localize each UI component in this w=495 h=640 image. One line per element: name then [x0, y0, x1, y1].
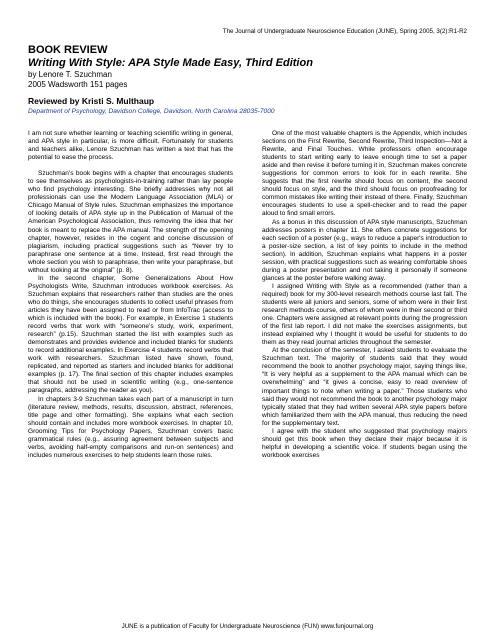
- reviewer: Reviewed by Kristi S. Multhaup: [28, 96, 155, 106]
- body-paragraph: Szuchman’s book begins with a chapter that encourages students to see themselves as psychologists-in-training rather than lay people who find psychology interesting. She briefly addresses why not all professionals can use the Modern Language Association (MLA) or Chicago Manual of Style rules. Szuchman emphasizes the importance of looking details of APA style up in the Publication of Manual of the American Psychological Association, thus removing the idea that her book is meant to replace the APA manual. The strength of the opening chapter, however, resides in the cogent and concise discussion of plagiarism, including practical suggestions such as “Never try to paraphrase one sentence at a time. Instead, first read through the whole section you wish to paraphrase, then write your paraphrase, but without looking at the original” (p. 8).: [28, 170, 233, 274]
- body-paragraph: At the conclusion of the semester, I asked students to evaluate the Szuchman text. The majority of students said that they would recommend the book to another psychology major, saying things like, “It is very helpful as a supplement to the APA manual which can be overwhelming” and “it gives a concise, easy to read overview of important things to note when writing a paper.” Those students who said they would not recommend the book to another psychology major typically stated that they had written several APA style papers before which familiarized them with the APA manual, thus reducing the need for the supplementary text.: [262, 347, 467, 427]
- body-paragraph: One of the most valuable chapters is the Appendix, which includes sections on the First Rewrite, Second Rewrite, Third Inspection—Not a Rewrite, and Final Touches. While professors often encourage students to start writing early to leave enough time to set a paper aside and then revise it before turning it in, Szuchman makes concrete suggestions for common errors to look for in each rewrite. She suggests that the first rewrite should focus on content, the second should focus on style, and the third should focus on proofreading for common mistakes like writing their instead of there. Finally, Szuchman encourages students to use a spell-checker and to read the paper aloud to find small errors.: [262, 130, 467, 218]
- body-paragraph: I agree with the student who suggested that psychology majors should get this book when they declare their major because it is helpful in developing a scientific voice. If students began using the workbook exercises: [262, 427, 467, 459]
- left-column: [28, 130, 233, 460]
- section-label: BOOK REVIEW: [28, 44, 108, 56]
- book-author: by Lenore T. Szuchman: [28, 70, 112, 79]
- body-paragraph: I am not sure whether learning or teaching scientific writing in general, and APA style in particular, is more difficult. Fortunately for students and teachers alike, Lenore Szuchman has written a text that has the potential to ease the process.: [28, 130, 233, 162]
- page-footer: JUNE is a publication of Faculty for Undergraduate Neuroscience (FUN) www.funjournal.org: [121, 623, 374, 630]
- body-paragraph: As a bonus in this discussion of APA style manuscripts, Szuchman addresses posters in chapter 11. She offers concrete suggestions for each section of a poster (e.g., ways to reduce a paper's introduction to a poster-size section, a list of key points to include in the method section). In addition, Szuchman explains what happens in a poster session, with practical suggestions such as wearing comfortable shoes during a poster presentation and not taking it personally if someone glances at the poster before walking away.: [262, 218, 467, 282]
- article-heading: [28, 44, 468, 116]
- running-header: The Journal of Undergraduate Neuroscience Education (JUNE), Spring 2005, 3(2):R1-R2: [222, 28, 467, 35]
- body-paragraph: In the second chapter, Some Generalizations About How Psychologists Write, Szuchman introduces workbook exercises. As Szuchman explains that researchers rather than studies are the ones who do things, she encourages students to collect useful phrases from articles they have been assigned to read or from InfoTrac (access to which is included with the book). For example, in Exercise 1 students record verbs that work with “someone’s study, work, experiment, research” (p.15). Szuchman started the list with examples such as demonstrates and provides evidence and included blanks for students to record additional examples. In Exercise 4 students record verbs that work with researchers. Szuchman listed have shown, found, replicated, and reported as starters and included blanks for additional examples (p. 17). The final section of this chapter includes examples that should not be used in scientific writing (e.g., one-sentence paragraphs, addressing the reader as you).: [28, 274, 233, 395]
- reviewer-affiliation: Department of Psychology, Davidson College, Davidson, North Carolina 28035-7000: [28, 108, 275, 115]
- right-column: [262, 130, 467, 460]
- body-paragraph: In chapters 3-9 Szuchman takes each part of a manuscript in turn (literature review, methods, results, discussion, abstract, references, title page and other formatting). She explains what each section should contain and includes more workbook exercises. In chapter 10, Grooming Tips for Psychology Papers, Szuchman covers basic grammatical rules (e.g., assuring agreement between subjects and verbs, avoiding half-empty comparisons and run-on sentences) and includes numerous exercises to help students learn those rules.: [28, 395, 233, 459]
- book-publisher: 2005 Wadsworth 151 pages: [28, 80, 128, 89]
- article-title: Writing With Style: APA Style Made Easy, Third Edition: [28, 57, 313, 69]
- body-paragraph: I assigned Writing with Style as a recommended (rather than a required) book for my 300-level research methods course last fall. The students were all juniors and seniors, some of whom were in their first research methods course, others of whom were in their second or third one. Chapters were assigned at relevant points during the progression of the first lab report. I did not make the exercises assignments, but instead explained why I thought it would be useful for students to do them as they read journal articles throughout the semester.: [262, 282, 467, 347]
